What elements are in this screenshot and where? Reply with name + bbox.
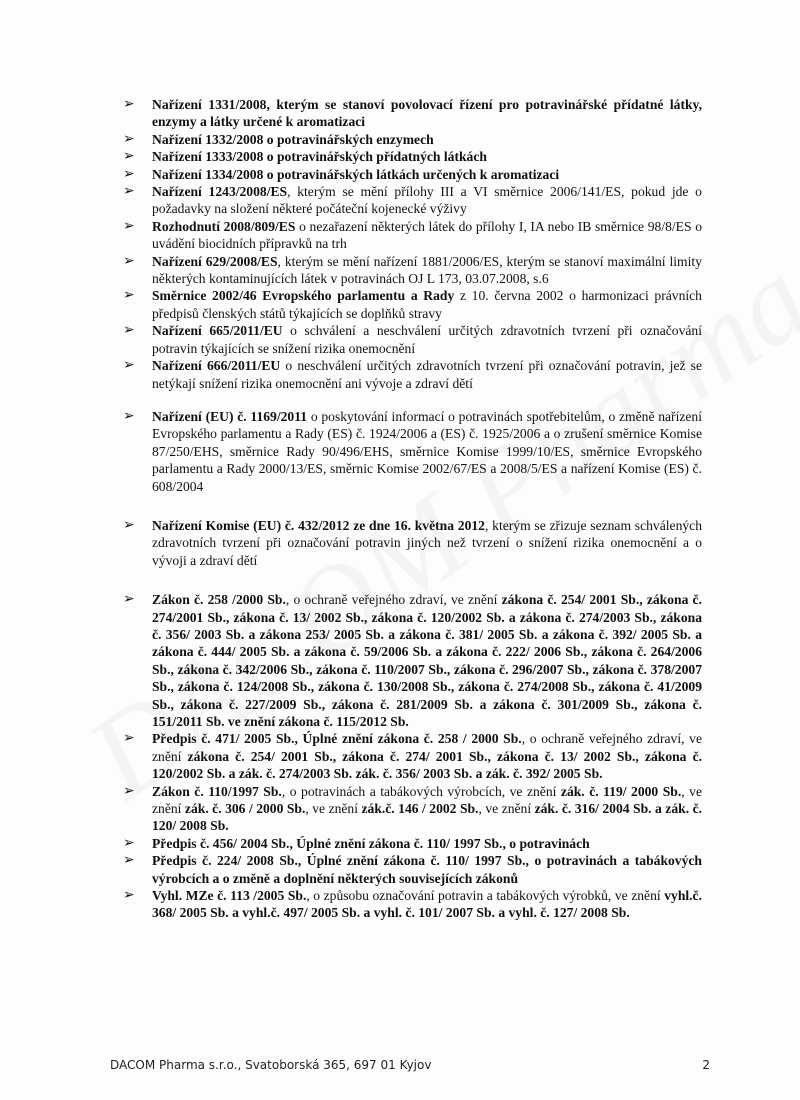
arrow-bullet-icon: ➢ [123, 217, 135, 234]
arrow-bullet-icon: ➢ [123, 730, 135, 747]
arrow-bullet-icon: ➢ [123, 591, 135, 608]
bold-reference: zák. č. 306 / 2000 Sb. [184, 801, 306, 817]
arrow-bullet-icon: ➢ [123, 407, 135, 424]
bold-reference: zák. č. 119/ 2000 Sb. [560, 783, 682, 799]
list-item [122, 148, 702, 165]
arrow-bullet-icon: ➢ [123, 252, 135, 269]
arrow-bullet-icon: ➢ [123, 887, 135, 904]
list-item [122, 517, 702, 569]
bold-reference: Nařízení 1332/2008 o potravinářských enzymech [152, 131, 434, 147]
item-text: o neschválení určitých zdravotních tvrzení při označování potravin, jež se netýkají snížení rizika onemocnění ani vývoje a zdraví dětí [152, 358, 702, 391]
list-item [122, 96, 702, 131]
arrow-bullet-icon: ➢ [123, 782, 135, 799]
arrow-bullet-icon: ➢ [123, 852, 135, 869]
arrow-bullet-icon: ➢ [123, 287, 135, 304]
bold-reference: Nařízení 1243/2008/ES [152, 184, 288, 200]
bold-reference: Vyhl. MZe č. 113 /2005 Sb. [152, 888, 307, 904]
bold-reference: Nařízení (EU) č. 1169/2011 [152, 408, 308, 424]
item-text: z 10. června 2002 o harmonizaci právních předpisů členských států týkajících se doplňků stravy [152, 288, 702, 321]
bold-reference: Nařízení 1331/2008, kterým se stanoví povolovací řízení pro potravinářské přídatné látky, enzymy a látky určené k aromatizaci [152, 97, 702, 130]
footer-company: DACOM Pharma s.r.o., Svatoborská 365, 697 01 Kyjov [110, 1058, 432, 1072]
bold-reference: zák. č. 316/ 2004 Sb. a zák. č. 120/ 2008 Sb. [152, 801, 702, 834]
bold-reference: Nařízení 666/2011/EU [152, 358, 281, 374]
arrow-bullet-icon: ➢ [123, 516, 135, 533]
arrow-bullet-icon: ➢ [123, 96, 135, 112]
legislation-list [122, 96, 702, 922]
item-text: , kterým se zřizuje seznam schválených zdravotních tvrzení při označování potravin jiných než tvrzení o snížení rizika onemocnění a o vývoji a zdraví dětí [152, 517, 702, 568]
list-item [122, 835, 702, 852]
list-item [122, 408, 702, 495]
item-text: , kterým se mění přílohy III a VI směrnice 2006/141/ES, pokud jde o požadavky na složení některé počáteční kojenecké výživy [152, 184, 702, 217]
bold-reference: Zákon č. 258 /2000 Sb. [152, 592, 286, 608]
item-text: o nezařazení některých látek do přílohy I, IA nebo IB směrnice 98/8/ES o uvádění biocidních přípravků na trh [152, 218, 702, 252]
list-item [122, 887, 702, 922]
arrow-bullet-icon: ➢ [123, 148, 135, 165]
list-item [122, 287, 702, 322]
list-item [122, 783, 702, 835]
list-item [122, 131, 702, 148]
bold-reference: Předpis č. 224/ 2008 Sb., Úplné znění zákona č. 110/ 1997 Sb., o potravinách a tabákových výrobcích a o změně a doplnění některých souvisejících zákonů [152, 853, 702, 886]
arrow-bullet-icon: ➢ [123, 834, 135, 851]
arrow-bullet-icon: ➢ [123, 322, 135, 339]
bold-reference: vyhl.č. 368/ 2005 Sb. a vyhl.č. 497/ 2005 Sb. a vyhl. č. 101/ 2007 Sb. a vyhl. č. 127/ 2008 Sb. [152, 888, 702, 921]
item-text: , o ochraně veřejného zdraví, ve znění [285, 592, 502, 608]
bold-reference: Nařízení 629/2008/ES [152, 253, 278, 269]
item-text: o poskytování informací o potravinách spotřebitelům, o změně nařízení Evropského parlamentu a Rady (ES) č. 1924/2006 a (ES) č. 1925/2006 a o zrušení směrnice Komise 87/250/EHS, směrnice Rady 90/496/EHS, směrnice Komise 1999/10/ES, směrnice Evropského parlamentu a Rady 2000/13/ES, směrnic Komise 2002/67/ES a 2008/5/ES a nařízení Komise (ES) č. 608/2004 [152, 408, 702, 494]
item-text: , o způsobu označování potravin a tabákových výrobků, ve znění [306, 888, 665, 904]
list-item [122, 218, 702, 253]
arrow-bullet-icon: ➢ [123, 165, 135, 182]
page-number: 2 [702, 1058, 710, 1072]
bold-reference: Směrnice 2002/46 Evropského parlamentu a Rady [152, 288, 455, 304]
arrow-bullet-icon: ➢ [123, 183, 135, 200]
list-item [122, 166, 702, 183]
item-text: , kterým se mění nařízení 1881/2006/ES, kterým se stanoví maximální limity některých kontaminujících látek v potravinách OJ L 173, 03.07.2008, s.6 [152, 253, 702, 287]
item-text: , ve znění [152, 783, 702, 817]
item-text: o schválení a neschválení určitých zdravotních tvrzení při označování potravin týkajících se snížení rizika onemocnění [152, 323, 702, 356]
list-item [122, 852, 702, 887]
item-text: , ve znění [305, 801, 362, 817]
bold-reference: Nařízení 665/2011/EU [152, 323, 283, 339]
list-item [122, 591, 702, 730]
bold-reference: Nařízení 1333/2008 o potravinářských přídatných látkách [152, 149, 487, 165]
item-text: , o potravinách a tabákových výrobcích, ve znění [281, 783, 561, 799]
list-item [122, 730, 702, 782]
bold-reference: zákona č. 254/ 2001 Sb., zákona č. 274/ 2001 Sb., zákona č. 13/ 2002 Sb., zákona č. 120/2002 Sb. a zák. č. 274/2003 Sb. zák. č. 356/ 2003 Sb. a zák. č. 392/ 2005 Sb. [152, 748, 702, 782]
list-item [122, 253, 702, 288]
bold-reference: zákona č. 254/ 2001 Sb., zákona č. 274/2001 Sb., zákona č. 13/ 2002 Sb., zákona č. 120/2002 Sb. a zákona č. 274/2003 Sb., zákona č. 356/ 2003 Sb. a zákona 253/ 2005 Sb. a zákona č. 381/ 2005 Sb. a zákona č. 392/ 2005 Sb. a zákona č. 444/ 2005 Sb. a zákona č. 59/2006 Sb. a zákona č. 222/ 2006 Sb., zákona č. 264/2006 Sb., zákona č. 342/2006 Sb., zákona č. 110/2007 Sb., zákona č. 296/2007 Sb., zákona č. 378/2007 Sb., zákona č. 124/2008 Sb., zákona č. 130/2008 Sb., zákona č. 274/2008 Sb., zákona č. 41/2009 Sb., zákona č. 227/2009 Sb., zákona č. 281/2009 Sb. a zákona č. 301/2009 Sb., zákona č. 151/2011 Sb. ve znění zákona č. 115/2012 Sb. [152, 592, 702, 729]
bold-reference: Předpis č. 456/ 2004 Sb., Úplné znění zákona č. 110/ 1997 Sb., o potravinách [152, 835, 590, 851]
bold-reference: Zákon č. 110/1997 Sb. [152, 783, 282, 799]
list-item [122, 183, 702, 218]
list-item [122, 322, 702, 357]
bold-reference: Rozhodnutí 2008/809/ES [152, 218, 296, 234]
list-item [122, 357, 702, 392]
item-text: , ve znění [478, 801, 535, 817]
arrow-bullet-icon: ➢ [123, 357, 135, 374]
bold-reference: Předpis č. 471/ 2005 Sb., Úplné znění zákona č. 258 / 2000 Sb. [152, 731, 522, 747]
item-text: , o ochraně veřejného zdraví, ve znění [152, 731, 703, 764]
bold-reference: Nařízení Komise (EU) č. 432/2012 ze dne 16. května 2012 [152, 517, 485, 533]
bold-reference: zák.č. 146 / 2002 Sb. [361, 801, 479, 817]
bold-reference: Nařízení 1334/2008 o potravinářských látkách určených k aromatizaci [152, 166, 560, 182]
arrow-bullet-icon: ➢ [123, 130, 135, 147]
